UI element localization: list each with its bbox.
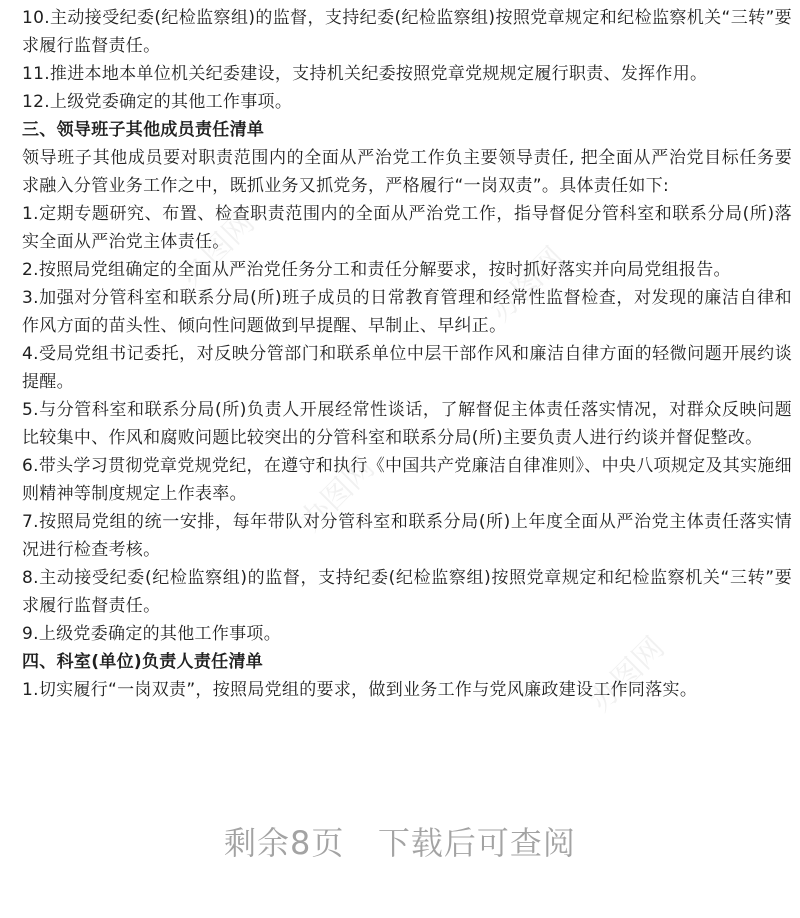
paragraph-item-4: 4.受局党组书记委托，对反映分管部门和联系单位中层干部作风和廉洁自律方面的轻微问题开展约谈提醒。	[22, 344, 792, 392]
paragraph-item-6: 6.带头学习贯彻党章党规党纪，在遵守和执行《中国共产党廉洁自律准则》、中央八项规定及其实施细则精神等制度规定上作表率。	[22, 456, 792, 504]
paragraph-item-8: 8.主动接受纪委(纪检监察组)的监督，支持纪委(纪检监察组)按照党章规定和纪检监察机关“三转”要求履行监督责任。	[22, 568, 792, 616]
section-intro-paragraph: 领导班子其他成员要对职责范围内的全面从严治党工作负主要领导责任, 把全面从严治党目标任务要求融入分管业务工作之中，既抓业务又抓党务，严格履行“一岗双责”。具体责任如下:	[22, 148, 792, 196]
paragraph-item-1-section-4: 1.切实履行“一岗双责”，按照局党组的要求，做到业务工作与党风廉政建设工作同落实。	[22, 680, 698, 700]
paragraph-item-3: 3.加强对分管科室和联系分局(所)班子成员的日常教育管理和经常性监督检查，对发现的廉洁自律和作风方面的苗头性、倾向性问题做到早提醒、早制止、早纠正。	[22, 288, 792, 336]
watermark: 办图网	[293, 450, 382, 539]
remaining-pages-download-prompt[interactable]: 剩余8页 下载后可查阅	[224, 824, 576, 862]
paragraph-item-2: 2.按照局党组确定的全面从严治党任务分工和责任分解要求，按时抓好落实并向局党组报告。	[22, 260, 731, 280]
document-body	[22, 4, 792, 704]
paragraph-item-5: 5.与分管科室和联系分局(所)负责人开展经常性谈话，了解督促主体责任落实情况，对群众反映问题比较集中、作风和腐败问题比较突出的分管科室和联系分局(所)主要负责人进行约谈并督促整改。	[22, 400, 792, 448]
paragraph-item-11: 11.推进本地本单位机关纪委建设，支持机关纪委按照党章党规规定履行职责、发挥作用。	[22, 64, 708, 84]
watermark: 办图网	[583, 630, 672, 719]
paragraph-item-1: 1.定期专题研究、布置、检查职责范围内的全面从严治党工作，指导督促分管科室和联系分局(所)落实全面从严治党主体责任。	[22, 204, 792, 252]
section-heading-4: 四、科室(单位)负责人责任清单	[22, 652, 264, 672]
watermark: 办图网	[483, 240, 572, 329]
section-heading-3: 三、领导班子其他成员责任清单	[22, 120, 265, 140]
paragraph-item-12: 12.上级党委确定的其他工作事项。	[22, 92, 293, 112]
paragraph-item-7: 7.按照局党组的统一安排，每年带队对分管科室和联系分局(所)上年度全面从严治党主体责任落实情况进行检查考核。	[22, 512, 792, 560]
paragraph-item-9: 9.上级党委确定的其他工作事项。	[22, 624, 282, 644]
watermark: 办图网	[173, 205, 262, 294]
paragraph-item-10: 10.主动接受纪委(纪检监察组)的监督，支持纪委(纪检监察组)按照党章规定和纪检监察机关“三转”要求履行监督责任。	[22, 8, 792, 56]
